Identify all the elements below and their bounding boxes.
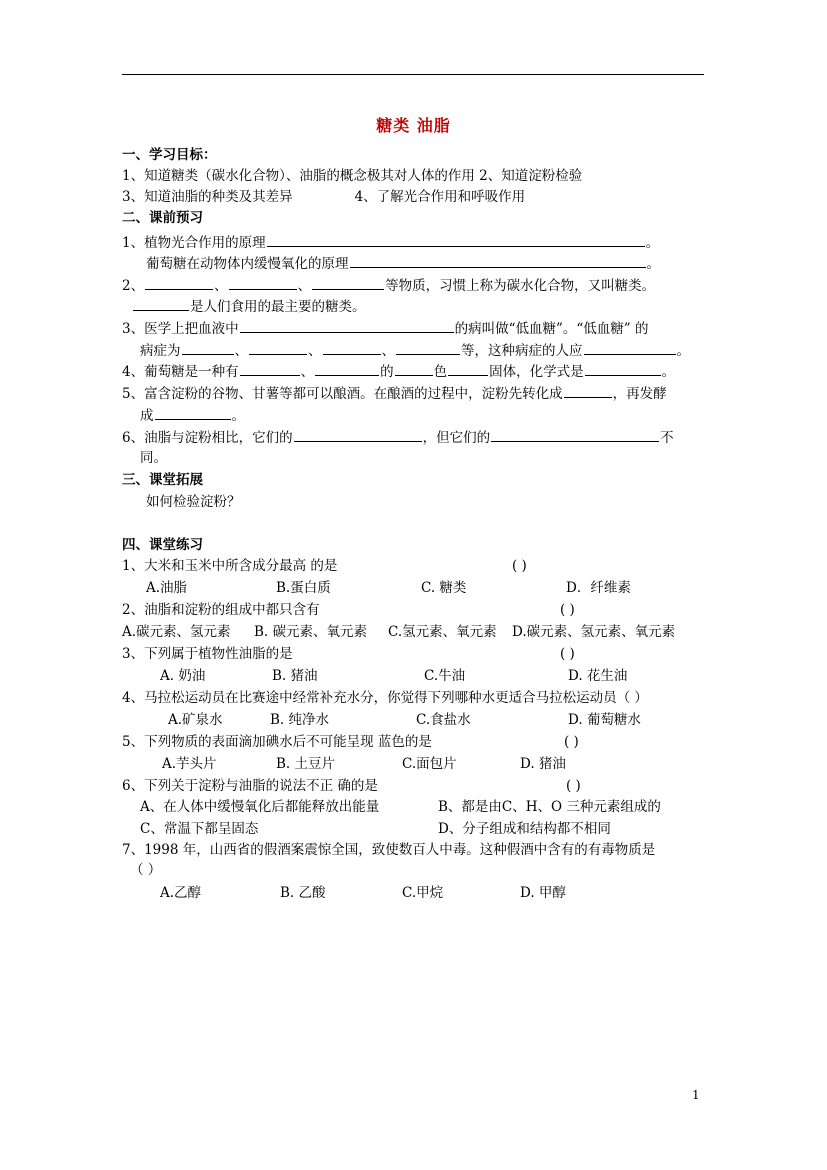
blank[interactable] <box>145 275 213 290</box>
q2-1-line-2: 葡萄糖在动物体内缓慢氧化的原理 。 <box>146 253 660 274</box>
option-a[interactable]: A.矿泉水 <box>168 712 223 728</box>
option-c[interactable]: C.牛油 <box>424 668 466 684</box>
mc-question-3: 3、下列属于植物性油脂的是 <box>122 646 293 662</box>
option-c[interactable]: C. 糖类 <box>421 580 467 596</box>
blank[interactable] <box>240 318 454 333</box>
option-d[interactable]: D. 葡萄糖水 <box>568 712 641 728</box>
blank[interactable] <box>584 340 676 355</box>
mc-question-2: 2、油脂和淀粉的组成中都只含有 <box>122 602 320 618</box>
answer-paren[interactable]: ( ) <box>564 734 579 750</box>
mc-question-4: 4、马拉松运动员在比赛途中经常补充水分，你觉得下列哪种水更适合马拉松运动员（ ） <box>122 690 648 706</box>
blank[interactable] <box>249 340 307 355</box>
section-3-heading: 三、课堂拓展 <box>122 472 203 488</box>
blank[interactable] <box>229 275 297 290</box>
mc-question-1: 1、大米和玉米中所含成分最高 的是 <box>122 558 338 574</box>
blank[interactable] <box>395 361 433 376</box>
blank[interactable] <box>312 275 384 290</box>
mc-question-5: 5、下列物质的表面滴加碘水后不可能呈现 蓝色的是 <box>122 734 432 750</box>
page-title: 糖类 油脂 <box>376 116 451 135</box>
goal-4: 4、了解光合作用和呼吸作用 <box>354 189 526 205</box>
option-d[interactable]: D、分子组成和结构都不相同 <box>438 821 611 837</box>
answer-paren[interactable]: ( ) <box>560 602 575 618</box>
q2-2-line-1: 2、 、 、 等物质，习惯上称为碳水化合物，又叫糖类。 <box>122 275 655 296</box>
option-b[interactable]: B. 纯净水 <box>270 712 330 728</box>
option-d[interactable]: D．纤维素 <box>566 580 631 596</box>
option-d[interactable]: D. 猪油 <box>520 756 566 772</box>
header-rule <box>122 74 704 75</box>
section-4-heading: 四、课堂练习 <box>122 537 203 553</box>
option-a[interactable]: A.乙醇 <box>160 885 202 901</box>
goal-line-1: 1、知道糖类（碳水化合物）、油脂的概念极其对人体的作用 2、知道淀粉检验 <box>122 168 583 184</box>
mc-question-6: 6、下列关于淀粉与油脂的说法不正 确的是 <box>122 778 378 794</box>
q2-5-line-2: 成 。 <box>140 405 245 426</box>
blank[interactable] <box>564 383 612 398</box>
blank[interactable] <box>323 340 381 355</box>
q2-3-line-1: 3、医学上把血液中 的病叫做“低血糖”。“低血糖” 的 <box>122 318 649 339</box>
option-d[interactable]: D.碳元素、氢元素、氧元素 <box>512 624 676 640</box>
option-c[interactable]: C.食盐水 <box>416 712 471 728</box>
answer-paren[interactable]: （ ） <box>130 862 162 878</box>
blank[interactable] <box>182 340 234 355</box>
option-c[interactable]: C.甲烷 <box>402 885 444 901</box>
option-b[interactable]: B、都是由C、H、O 三种元素组成的 <box>438 799 661 815</box>
blank[interactable] <box>155 405 231 420</box>
option-b[interactable]: B. 碳元素、氧元素 <box>254 624 368 640</box>
option-a[interactable]: A、在人体中缓慢氧化后都能释放出能量 <box>140 799 380 815</box>
answer-paren[interactable]: ( ) <box>512 558 527 574</box>
option-a[interactable]: A.芋头片 <box>162 756 217 772</box>
blank[interactable] <box>294 427 422 442</box>
section-2-heading: 二、课前预习 <box>122 210 203 226</box>
answer-paren[interactable]: ( ) <box>560 646 575 662</box>
option-d[interactable]: D. 花生油 <box>568 668 628 684</box>
page-number: 1 <box>692 1088 700 1102</box>
q2-1-line-1: 1、植物光合作用的原理 。 <box>122 232 659 253</box>
option-a[interactable]: A.碳元素、氢元素 <box>122 624 231 640</box>
q2-6-line-2: 同。 <box>140 450 167 466</box>
option-b[interactable]: B.蛋白质 <box>276 580 331 596</box>
goal-3: 3、知道油脂的种类及其差异 <box>122 189 293 205</box>
q2-2-line-2: 是人们食用的最主要的糖类。 <box>132 296 366 317</box>
extension-question: 如何检验淀粉？ <box>146 494 241 510</box>
blank[interactable] <box>585 361 661 376</box>
q2-5-line-1: 5、富含淀粉的谷物、甘薯等都可以酿酒。在酿酒的过程中，淀粉先转化成 ，再发酵 <box>122 383 667 404</box>
q2-6-line-1: 6、油脂与淀粉相比，它们的 ，但它们的 不 <box>122 427 674 448</box>
option-a[interactable]: A.油脂 <box>146 580 188 596</box>
blank[interactable] <box>448 361 488 376</box>
blank[interactable] <box>350 253 646 268</box>
blank[interactable] <box>491 427 659 442</box>
q2-4: 4、葡萄糖是一种有 、 的 色 固体，化学式是 。 <box>122 361 675 382</box>
section-1-heading: 一、学习目标： <box>122 147 217 163</box>
option-b[interactable]: B. 乙酸 <box>280 885 326 901</box>
option-d[interactable]: D. 甲醇 <box>520 885 566 901</box>
option-b[interactable]: B. 土豆片 <box>276 756 336 772</box>
option-c[interactable]: C.面包片 <box>402 756 457 772</box>
goal-line-2 <box>122 187 525 207</box>
option-b[interactable]: B. 猪油 <box>272 668 318 684</box>
answer-paren[interactable]: ( ) <box>566 778 581 794</box>
mc-question-7: 7、1998 年，山西省的假酒案震惊全国，致使数百人中毒。这种假酒中含有的有毒物质是 <box>122 842 656 858</box>
blank[interactable] <box>240 361 300 376</box>
blank[interactable] <box>396 340 460 355</box>
option-c[interactable]: C.氢元素、氧元素 <box>388 624 497 640</box>
blank[interactable] <box>315 361 379 376</box>
blank[interactable] <box>267 232 645 247</box>
option-c[interactable]: C、常温下都呈固态 <box>140 821 259 837</box>
blank[interactable] <box>133 296 189 311</box>
option-a[interactable]: A. 奶油 <box>160 668 206 684</box>
q2-3-line-2: 病症为 、 、 、 等，这种病症的人应 。 <box>140 340 690 361</box>
